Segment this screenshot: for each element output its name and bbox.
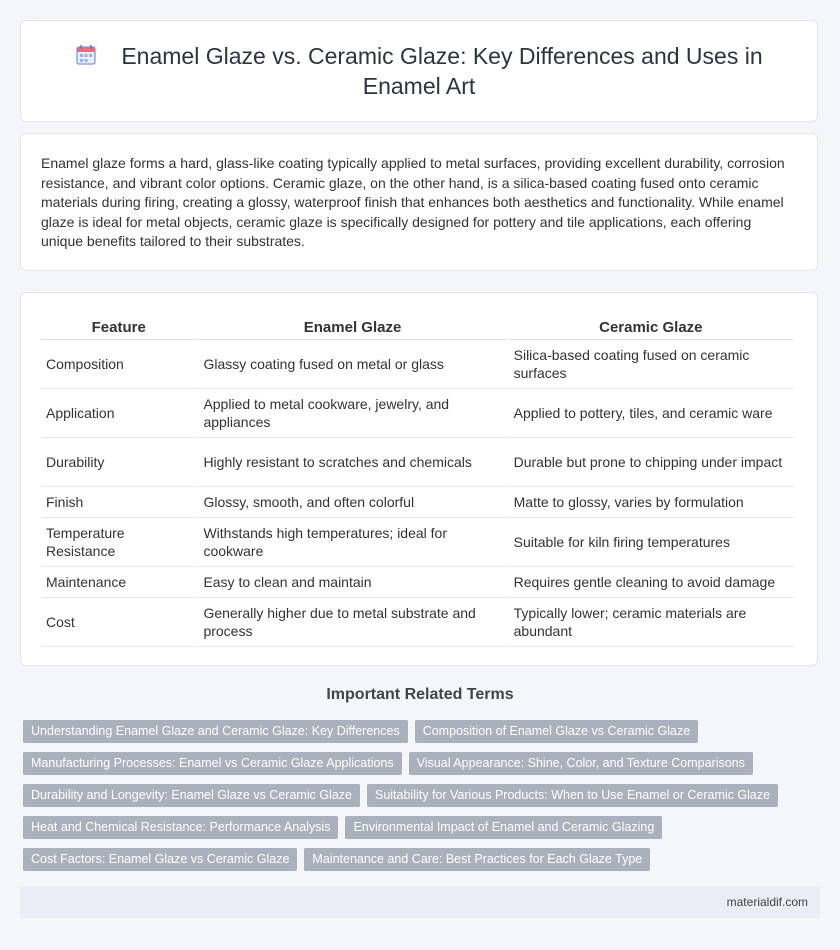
- comparison-card: [20, 292, 818, 666]
- enamel-cell: Highly resistant to scratches and chemicals: [198, 438, 506, 487]
- related-term-tag[interactable]: Maintenance and Care: Best Practices for Each Glaze Type: [304, 848, 650, 871]
- feature-cell: Durability: [41, 438, 196, 487]
- feature-cell: Application: [41, 389, 196, 438]
- feature-cell: Maintenance: [41, 567, 196, 598]
- header-ceramic-glaze: Ceramic Glaze: [509, 313, 793, 340]
- ceramic-cell: Requires gentle cleaning to avoid damage: [509, 567, 793, 598]
- page-title: Enamel Glaze vs. Ceramic Glaze: Key Differences and Uses in Enamel Art: [121, 43, 763, 99]
- related-term-tag[interactable]: Heat and Chemical Resistance: Performance Analysis: [23, 816, 338, 839]
- related-term-tag[interactable]: Environmental Impact of Enamel and Ceramic Glazing: [345, 816, 662, 839]
- enamel-cell: Applied to metal cookware, jewelry, and appliances: [198, 389, 506, 438]
- feature-cell: Temperature Resistance: [41, 518, 196, 567]
- enamel-cell: Easy to clean and maintain: [198, 567, 506, 598]
- ceramic-cell: Durable but prone to chipping under impact: [509, 438, 793, 487]
- feature-cell: Cost: [41, 598, 196, 647]
- table-row: [41, 340, 793, 389]
- feature-cell: Composition: [41, 340, 196, 389]
- related-terms-heading: Important Related Terms: [326, 686, 514, 703]
- intro-paragraph: Enamel glaze forms a hard, glass-like coating typically applied to metal surfaces, providing excellent durability, corrosion resistance, and vibrant color options. Ceramic glaze, on the other hand, is a silica-based coating fused onto ceramic materials during firing, creating a glossy, waterproof finish that enhances both aesthetics and functionality. While enamel glaze is ideal for metal objects, ceramic glaze is specifically designed for pottery and tile applications, each offering unique benefits tailored to their substrates.: [41, 155, 785, 249]
- table-row: [41, 389, 793, 438]
- tag-row: [23, 752, 823, 775]
- ceramic-cell: Silica-based coating fused on ceramic surfaces: [509, 340, 793, 389]
- enamel-cell: Withstands high temperatures; ideal for cookware: [198, 518, 506, 567]
- ceramic-cell: Matte to glossy, varies by formulation: [509, 487, 793, 518]
- related-terms-list: [23, 720, 823, 880]
- related-term-tag[interactable]: Manufacturing Processes: Enamel vs Ceramic Glaze Applications: [23, 752, 402, 775]
- table-row: [41, 567, 793, 598]
- intro-card: [20, 133, 818, 271]
- related-term-tag[interactable]: Suitability for Various Products: When to Use Enamel or Ceramic Glaze: [367, 784, 778, 807]
- feature-cell: Finish: [41, 487, 196, 518]
- related-term-tag[interactable]: Visual Appearance: Shine, Color, and Texture Comparisons: [409, 752, 753, 775]
- header-enamel-glaze: Enamel Glaze: [198, 313, 506, 340]
- site-credit[interactable]: materialdif.com: [726, 895, 808, 909]
- ceramic-cell: Typically lower; ceramic materials are abundant: [509, 598, 793, 647]
- related-term-tag[interactable]: Understanding Enamel Glaze and Ceramic Glaze: Key Differences: [23, 720, 408, 743]
- enamel-cell: Glossy, smooth, and often colorful: [198, 487, 506, 518]
- title-row: [59, 41, 779, 101]
- tag-row: [23, 720, 823, 743]
- comparison-table: [39, 313, 795, 647]
- related-term-tag[interactable]: Durability and Longevity: Enamel Glaze vs Ceramic Glaze: [23, 784, 360, 807]
- enamel-cell: Generally higher due to metal substrate and process: [198, 598, 506, 647]
- table-row: [41, 438, 793, 487]
- tag-row: [23, 816, 823, 839]
- table-row: [41, 518, 793, 567]
- ceramic-cell: Applied to pottery, tiles, and ceramic ware: [509, 389, 793, 438]
- enamel-cell: Glassy coating fused on metal or glass: [198, 340, 506, 389]
- tag-row: [23, 848, 823, 871]
- header-feature: Feature: [41, 313, 196, 340]
- tag-row: [23, 784, 823, 807]
- footer: [20, 886, 820, 918]
- table-row: [41, 598, 793, 647]
- table-row: [41, 487, 793, 518]
- related-term-tag[interactable]: Composition of Enamel Glaze vs Ceramic Glaze: [415, 720, 698, 743]
- calendar-icon: [75, 44, 97, 66]
- related-term-tag[interactable]: Cost Factors: Enamel Glaze vs Ceramic Glaze: [23, 848, 297, 871]
- ceramic-cell: Suitable for kiln firing temperatures: [509, 518, 793, 567]
- title-card: [20, 20, 818, 122]
- table-header-row: [41, 313, 793, 340]
